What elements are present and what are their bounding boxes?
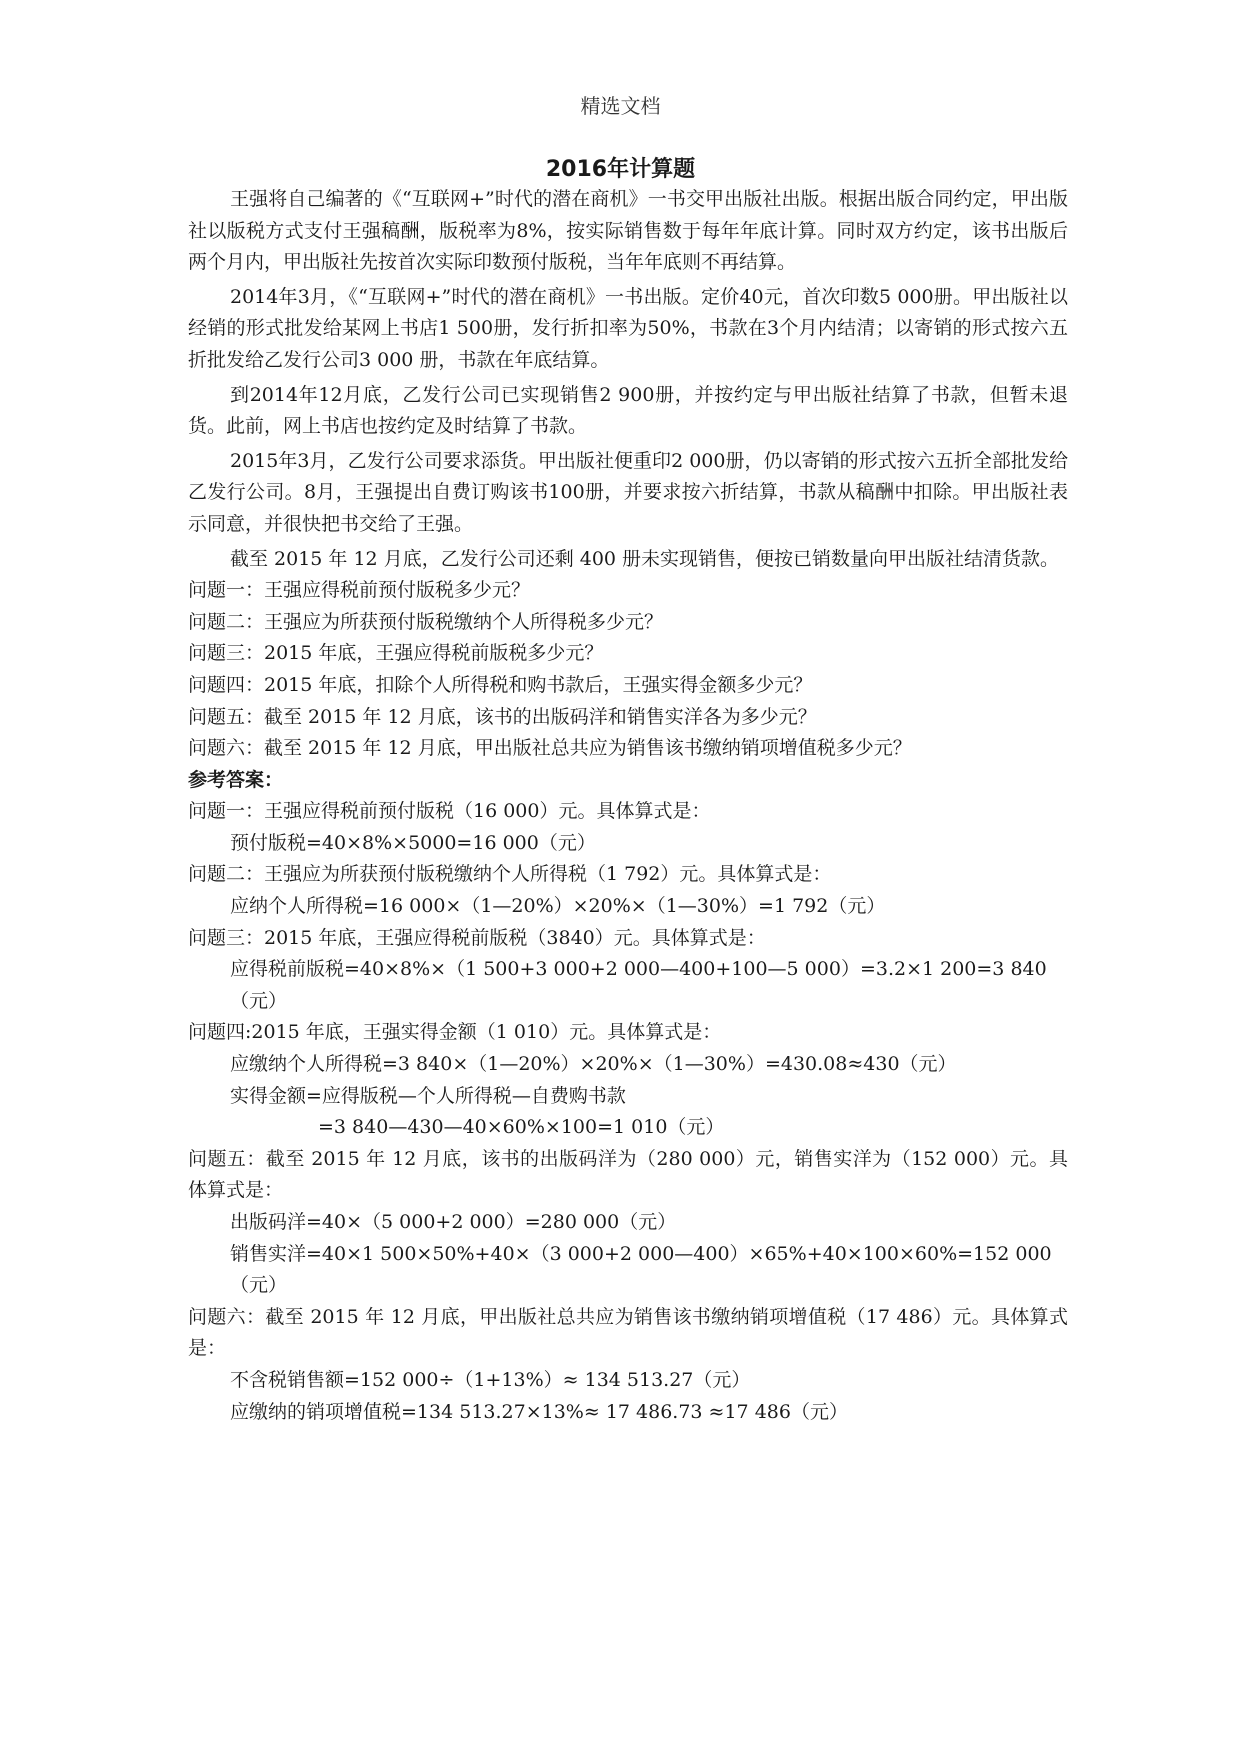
answer-heading: 问题四:2015 年底，王强实得金额（1 010）元。具体算式是： bbox=[188, 1021, 722, 1044]
paragraph: 王强将自己编著的《“互联网+”时代的潜在商机》一书交甲出版社出版。根据出版合同约定，甲出版社以版税方式支付王强稿酬，版税率为8%，按实际销售数于每年年底计算。同时双方约定，该书出版后两个月内，甲出版社先按首次实际印数预付版税，当年年底则不再结算。 bbox=[188, 188, 1068, 274]
formula: 出版码洋=40×（5 000+2 000）=280 000（元） bbox=[230, 1211, 677, 1233]
answer-heading: 问题三：2015 年底，王强应得税前版税（3840）元。具体算式是： bbox=[188, 926, 766, 949]
answer-heading: 问题二：王强应为所获预付版税缴纳个人所得税（1 792）元。具体算式是： bbox=[188, 863, 832, 886]
formula: 销售实洋=40×1 500×50%+40×（3 000+2 000—400）×65%+40×100×60%=152 000（元） bbox=[230, 1242, 1052, 1297]
formula: 预付版税=40×8%×5000=16 000（元） bbox=[230, 831, 596, 854]
question: 问题六：截至 2015 年 12 月底，甲出版社总共应为销售该书缴纳销项增值税多少元？ bbox=[188, 737, 912, 760]
formula: 应纳个人所得税=16 000×（1—20%）×20%×（1—30%）=1 792（元） bbox=[230, 895, 886, 918]
question: 问题四：2015 年底，扣除个人所得税和购书款后，王强实得金额多少元？ bbox=[188, 673, 813, 696]
paragraph: 到2014年12月底，乙发行公司已实现销售2 900册，并按约定与甲出版社结算了书款，但暂未退货。此前，网上书店也按约定及时结算了书款。 bbox=[188, 383, 1068, 438]
answer-section-title: 参考答案： bbox=[188, 768, 284, 791]
document-body bbox=[188, 184, 1068, 1428]
formula: 实得金额=应得版税—个人所得税—自费购书款 bbox=[230, 1084, 626, 1107]
formula: 应缴纳的销项增值税=134 513.27×13%≈ 17 486.73 ≈17 486（元） bbox=[230, 1400, 848, 1423]
paragraph: 截至 2015 年 12 月底，乙发行公司还剩 400 册未实现销售，便按已销数量向甲出版社结清货款。 bbox=[230, 547, 1060, 570]
formula: 应得税前版税=40×8%×（1 500+3 000+2 000—400+100—5 000）=3.2×1 200=3 840（元） bbox=[230, 958, 1047, 1012]
question: 问题五：截至 2015 年 12 月底，该书的出版码洋和销售实洋各为多少元？ bbox=[188, 705, 817, 728]
document-title: 2016年计算题 bbox=[545, 157, 696, 182]
formula: =3 840—430—40×60%×100=1 010（元） bbox=[318, 1116, 725, 1139]
question: 问题二：王强应为所获预付版税缴纳个人所得税多少元？ bbox=[188, 610, 664, 633]
formula: 应缴纳个人所得税=3 840×（1—20%）×20%×（1—30%）=430.08≈430（元） bbox=[230, 1053, 957, 1076]
question: 问题三：2015 年底，王强应得税前版税多少元？ bbox=[188, 642, 604, 665]
paragraph: 2014年3月，《“互联网+”时代的潜在商机》一书出版。定价40元，首次印数5 000册。甲出版社以经销的形式批发给某网上书店1 500册，发行折扣率为50%，书款在3个月内结清；以寄销的形式按六五折批发给乙发行公司3 000 册，书款在年底结算。 bbox=[188, 285, 1068, 371]
formula: 不含税销售额=152 000÷（1+13%）≈ 134 513.27（元） bbox=[230, 1368, 751, 1391]
answer-heading: 问题五：截至 2015 年 12 月底，该书的出版码洋为（280 000）元，销售实洋为（152 000）元。具体算式是： bbox=[188, 1147, 1068, 1202]
question: 问题一：王强应得税前预付版税多少元？ bbox=[188, 579, 531, 602]
answer-heading: 问题一：王强应得税前预付版税（16 000）元。具体算式是： bbox=[188, 800, 711, 823]
paragraph: 2015年3月，乙发行公司要求添货。甲出版社便重印2 000册，仍以寄销的形式按六五折全部批发给乙发行公司。8月，王强提出自费订购该书100册，并要求按六折结算，书款从稿酬中扣除。甲出版社表示同意，并很快把书交给了王强。 bbox=[188, 449, 1068, 535]
answer-heading: 问题六：截至 2015 年 12 月底，甲出版社总共应为销售该书缴纳销项增值税（17 486）元。具体算式是： bbox=[188, 1305, 1068, 1360]
page-header: 精选文档 bbox=[580, 94, 661, 118]
